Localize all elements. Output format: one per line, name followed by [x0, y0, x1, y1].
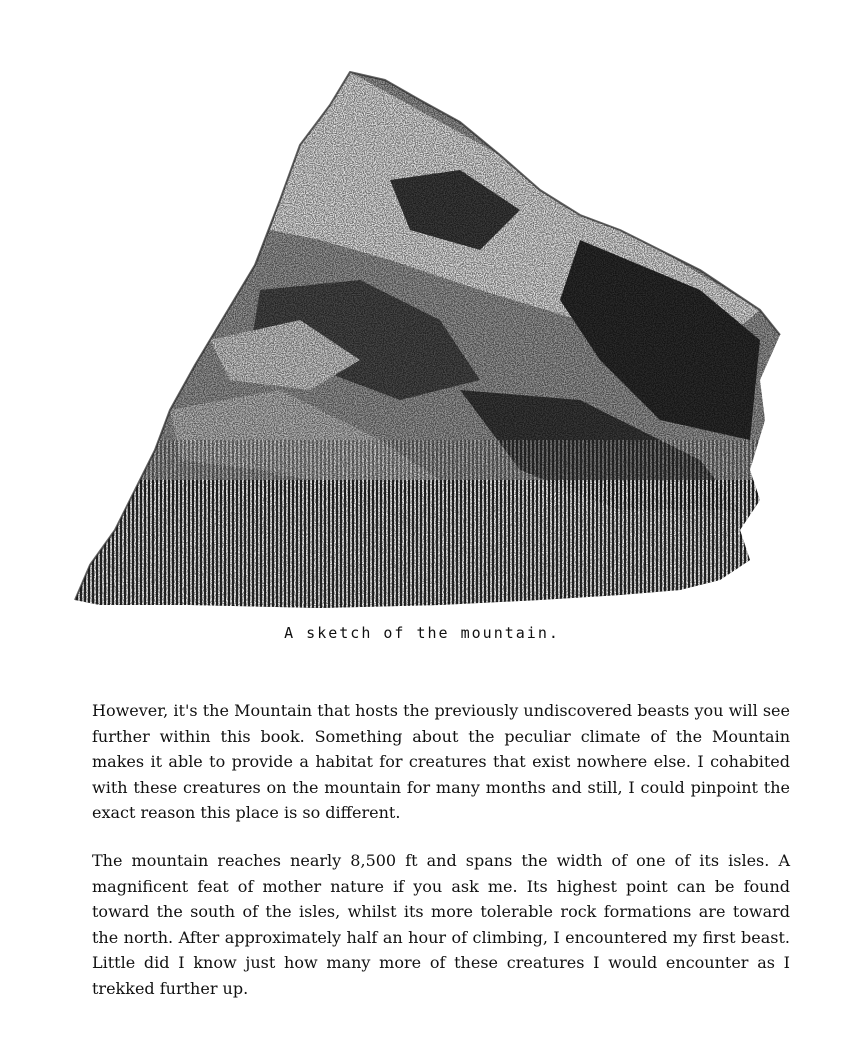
- body-paragraph: However, it's the Mountain that hosts the previously undiscovered beasts you will see further within this book. Something about the peculiar climate of the Mountain makes it able to provide a habitat for creatures that exist nowhere else. I cohabited with these creatures on the mountain for many months and still, I could pinpoint the exact reason this place is so different.: [92, 701, 790, 822]
- body-paragraph: The mountain reaches nearly 8,500 ft and spans the width of one of its isles. A magnificent feat of mother nature if you ask me. Its highest point can be found toward the south of the isles, whilst its more tolerable rock formations are toward the north. After approximately half an hour of climbing, I encountered my first beast. Little did I know just how many more of these creatures I would encounter as I trekked further up.: [92, 851, 790, 998]
- figure-caption: A sketch of the mountain.: [284, 624, 560, 642]
- mountain-sketch: [60, 60, 790, 620]
